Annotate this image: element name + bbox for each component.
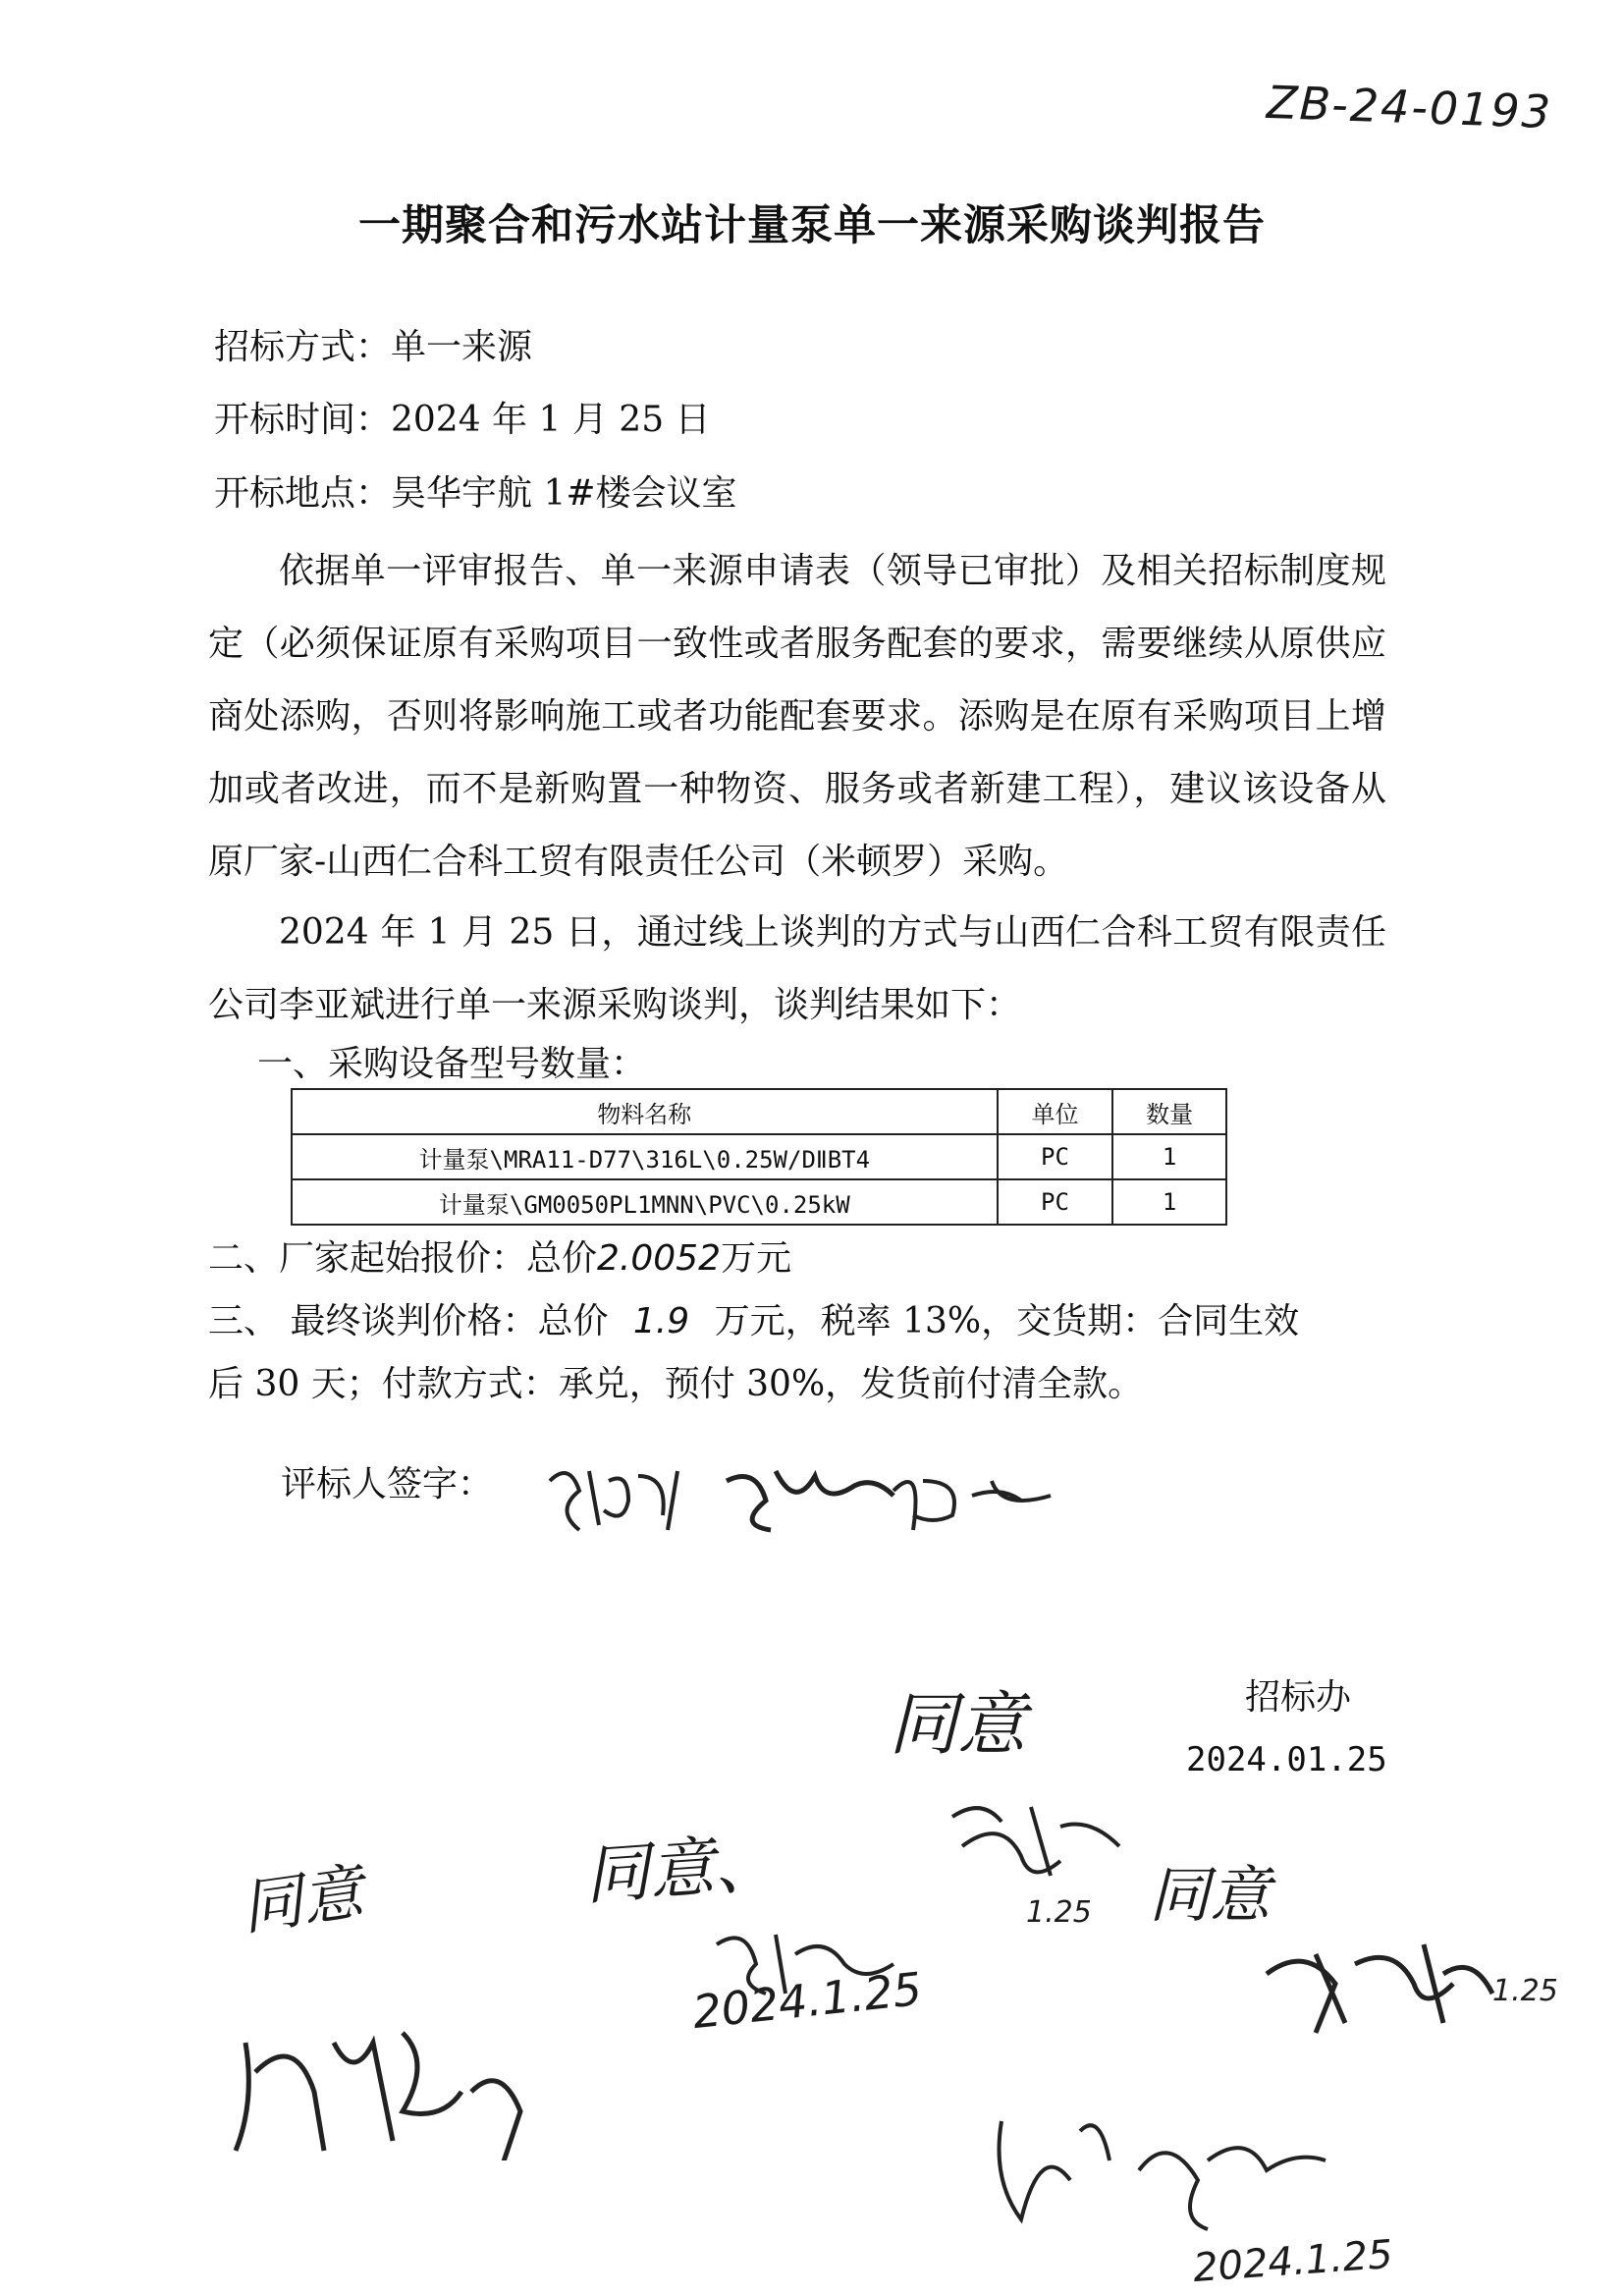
document-number: ZB-24-0193 (1266, 75, 1553, 139)
bid-method: 招标方式：单一来源 (214, 327, 533, 367)
section-3-payment-terms: 后 30 天；付款方式：承兑，预付 30%，发货前付清全款。 (208, 1364, 1144, 1404)
bidding-office-date: 2024.01.25 (1186, 1740, 1387, 1779)
evaluator-signatures (530, 1442, 1080, 1550)
paragraph-1-text: 依据单一评审报告、单一来源申请表（领导已审批）及相关招标制度规定（必须保证原有采购项目一致性或者服务配套的要求，需要继续从原供应商处添购，否则将影响施工或者功能配套要求。添购是在原有采购项目上增加或者改进，而不是新购置一种物资、服务或者新建工程），建议该设备从原厂家-山西仁合科工贸有限责任公司（米顿罗）采购。 (208, 551, 1386, 882)
initial-quote-handwritten-value: 2.0052 (597, 1238, 721, 1279)
handwritten-date-mid: 2024.1.25 (689, 1961, 925, 2040)
approval-signature-right: 同意 (1149, 1859, 1272, 1931)
signature-scribble-5 (982, 2092, 1355, 2239)
section-2-initial-quote (208, 1235, 791, 1283)
final-price-label: 三、 最终谈判价格：总价 (208, 1301, 609, 1341)
initial-quote-label: 二、厂家起始报价：总价 (208, 1238, 598, 1279)
bid-place: 开标地点：昊华宇航 1#楼会议室 (214, 473, 737, 514)
initial-quote-unit: 万元 (720, 1238, 791, 1279)
material-name-cell: 计量泵\GM0050PL1MNN\PVC\0.25kW (292, 1179, 998, 1225)
signature-scribble-1 (943, 1787, 1139, 1895)
items-table (291, 1088, 1227, 1226)
handwritten-short-date-1: 1.25 (1026, 1895, 1092, 1930)
signature-scribble-2 (1257, 1925, 1512, 2043)
signature-scribble-3 (707, 1915, 903, 2003)
bid-time: 开标时间：2024 年 1 月 25 日 (214, 400, 711, 440)
body-paragraph-2 (208, 897, 1386, 1042)
section-1-heading: 一、采购设备型号数量： (257, 1044, 647, 1084)
bidding-office-name: 招标办 (1245, 1677, 1352, 1718)
header-quantity: 数量 (1112, 1089, 1226, 1134)
material-name-cell: 计量泵\MRA11-D77\316L\0.25W/DⅡBT4 (292, 1134, 998, 1179)
evaluator-signature-label: 评标人签字： (281, 1464, 494, 1504)
unit-cell: PC (998, 1179, 1113, 1225)
section-3-final-price (208, 1298, 1299, 1345)
table-header-row (292, 1089, 1226, 1134)
table-row (292, 1134, 1226, 1179)
final-price-handwritten-value: 1.9 (632, 1301, 690, 1341)
final-price-terms: 万元，税率 13%，交货期：合同生效 (714, 1301, 1300, 1341)
paragraph-2-text: 2024 年 1 月 25 日，通过线上谈判的方式与山西仁合科工贸有限责任公司李亚斌进行单一来源采购谈判，谈判结果如下： (208, 912, 1386, 1025)
quantity-cell: 1 (1112, 1134, 1226, 1179)
signature-scribble-4 (226, 2003, 540, 2160)
table-row (292, 1179, 1226, 1225)
handwritten-short-date-2: 1.25 (1492, 1974, 1558, 2008)
header-material-name: 物料名称 (292, 1089, 998, 1134)
handwritten-date-bottom: 2024.1.25 (1191, 2231, 1394, 2292)
approval-signature-left: 同意 (237, 1855, 368, 1944)
approval-signature-top: 同意 (889, 1684, 1026, 1765)
quantity-cell: 1 (1112, 1179, 1226, 1225)
header-unit: 单位 (998, 1089, 1113, 1134)
page-title: 一期聚合和污水站计量泵单一来源采购谈判报告 (358, 201, 1266, 250)
body-paragraph-1 (208, 535, 1386, 899)
unit-cell: PC (998, 1134, 1113, 1179)
approval-signature-mid: 同意、 (581, 1825, 782, 1914)
